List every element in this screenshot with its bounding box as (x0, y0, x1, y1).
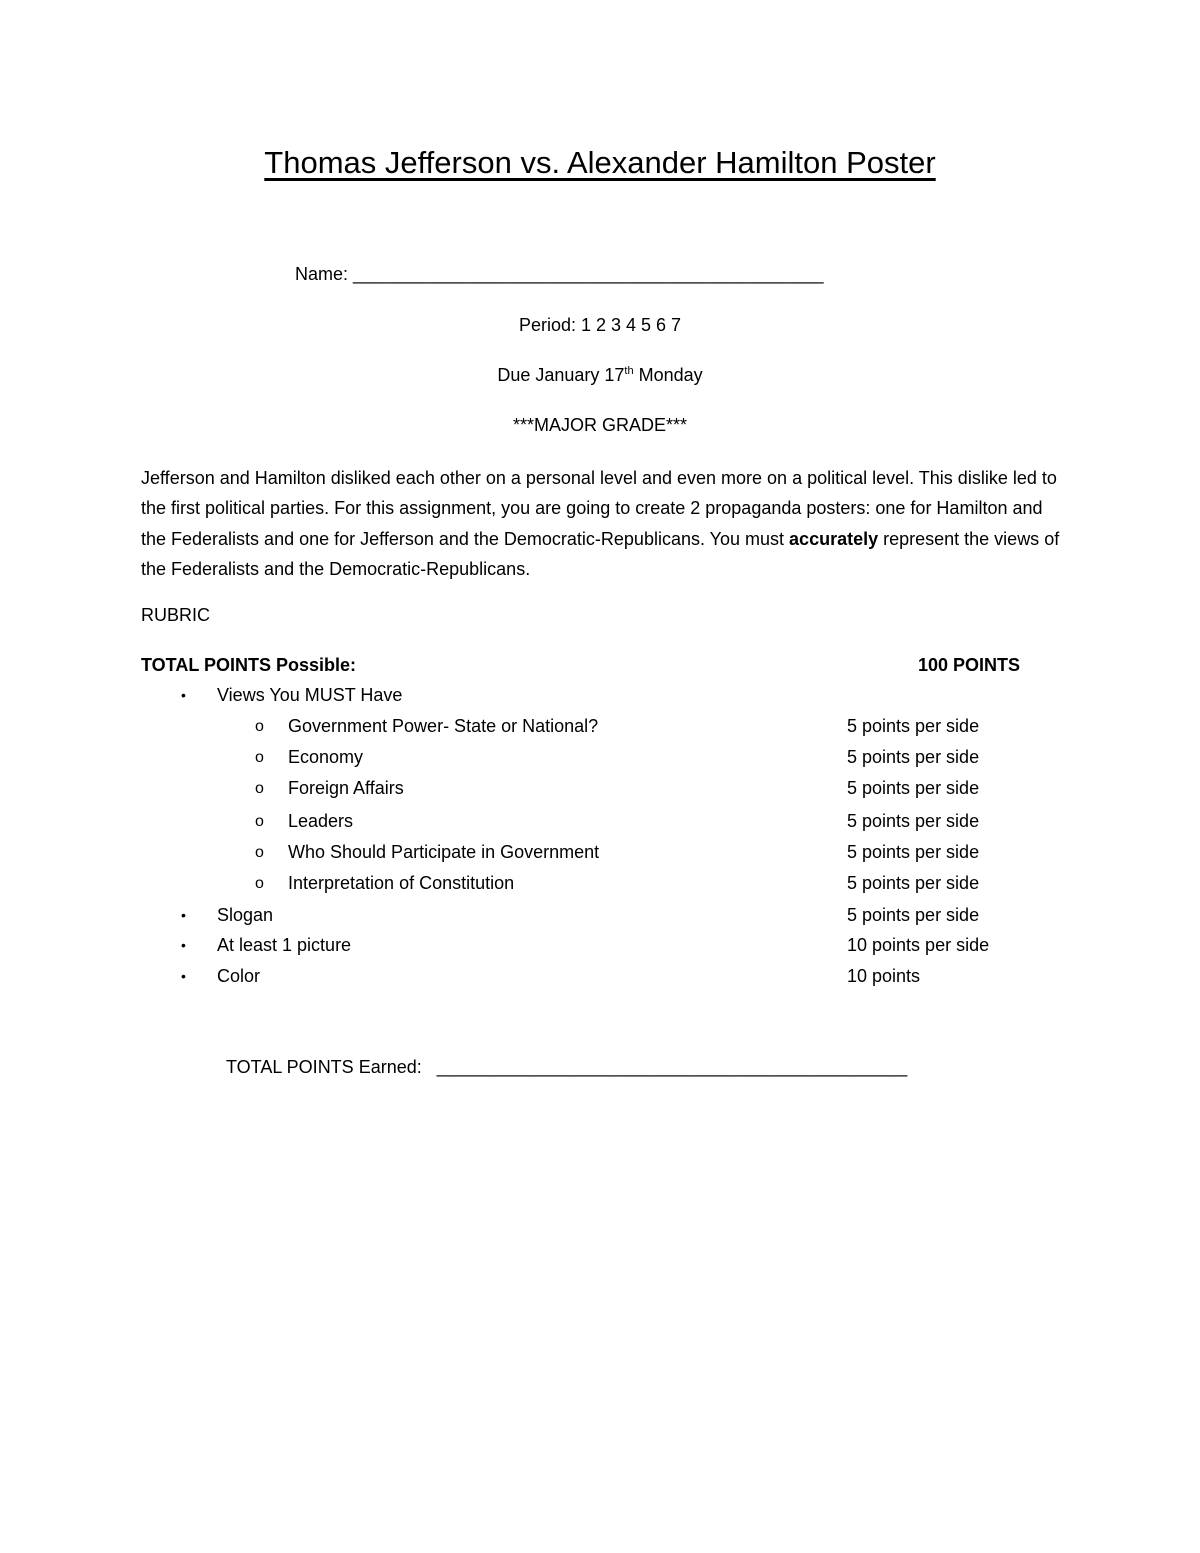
sub-bullet-icon: o (255, 749, 264, 766)
bullet-icon: • (181, 907, 186, 923)
due-superscript: th (624, 365, 634, 377)
total-earned-blank: _______________________________________________ (436, 1057, 908, 1077)
view-item-points: 5 points per side (847, 747, 980, 767)
view-item-label: Who Should Participate in Government (288, 842, 600, 862)
paragraph-bold: accurately (789, 528, 879, 549)
rubric-item-points: 5 points per side (847, 905, 980, 925)
bullet-icon: • (181, 968, 186, 984)
view-item-label: Economy (288, 747, 364, 767)
total-earned-label: TOTAL POINTS Earned: (226, 1057, 422, 1077)
period-line: Period: 1 2 3 4 5 6 7 (518, 315, 682, 335)
due-date (0, 366, 1200, 384)
sub-bullet-icon: o (255, 718, 264, 735)
paragraph-text-2: represent the views of the Federalists and the Democratic-Republicans. (141, 528, 1060, 579)
due-prefix: Due January 17 (497, 365, 625, 385)
due-suffix: Monday (633, 365, 703, 385)
view-item-points: 5 points per side (847, 811, 980, 831)
view-item-label: Foreign Affairs (288, 778, 404, 798)
total-possible-value: 100 POINTS (918, 655, 1021, 675)
name-blank: _______________________________________________ (353, 264, 824, 284)
rubric-item-points: 10 points per side (847, 935, 990, 955)
bullet-icon: • (181, 937, 186, 953)
view-item-label: Government Power- State or National? (288, 716, 599, 736)
total-possible-label: TOTAL POINTS Possible: (141, 655, 357, 675)
rubric-label: RUBRIC (141, 605, 211, 625)
name-line (295, 265, 824, 283)
name-label: Name: (295, 264, 349, 284)
rubric-item-label: Slogan (217, 905, 274, 925)
view-item-points: 5 points per side (847, 716, 980, 736)
view-item-points: 5 points per side (847, 842, 980, 862)
document-title: Thomas Jefferson vs. Alexander Hamilton Poster (264, 145, 936, 180)
view-item-label: Leaders (288, 811, 354, 831)
intro-paragraph (141, 463, 1061, 584)
sub-bullet-icon: o (255, 875, 264, 892)
paragraph-text-1: Jefferson and Hamilton disliked each other on a personal level and even more on a political level. This dislike led to the first political parties. For this assignment, you are going to create 2 propaganda posters: one for Hamilton and the Federalists and one for Jefferson and the Democratic-Republicans. You must (141, 468, 1057, 549)
view-item-label: Interpretation of Constitution (288, 873, 515, 893)
total-earned-line (226, 1058, 907, 1076)
rubric-item-label: At least 1 picture (217, 935, 352, 955)
rubric-item-points: 10 points (847, 966, 921, 986)
view-item-points: 5 points per side (847, 873, 980, 893)
views-label: Views You MUST Have (217, 685, 403, 705)
rubric-item-label: Color (217, 966, 261, 986)
sub-bullet-icon: o (255, 813, 264, 830)
sub-bullet-icon: o (255, 780, 264, 797)
view-item-points: 5 points per side (847, 778, 980, 798)
bullet-icon: • (181, 687, 186, 703)
sub-bullet-icon: o (255, 844, 264, 861)
major-grade: ***MAJOR GRADE*** (512, 415, 688, 435)
